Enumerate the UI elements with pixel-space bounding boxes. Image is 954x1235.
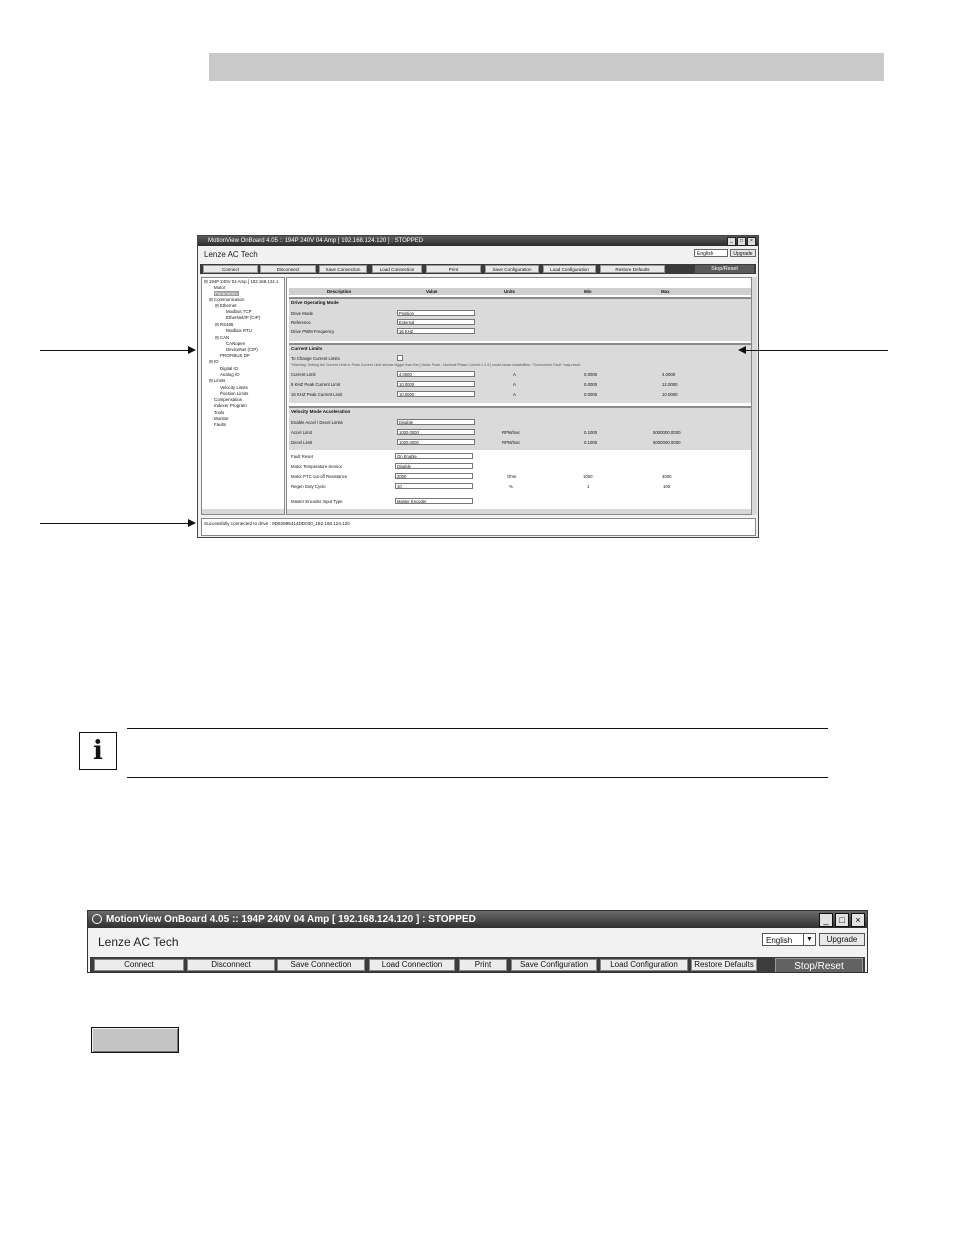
col-description: Description [327, 289, 352, 294]
status-log: Successfully connected to drive : 9D82995414DD030_192.168.124.120 [201, 518, 756, 536]
minimize-icon[interactable]: _ [727, 237, 736, 246]
row-label: Motor PTC cut-off Resistance [291, 474, 348, 479]
tree-node-can[interactable]: ⊟ CAN [215, 335, 230, 340]
col-value: Value [426, 289, 438, 294]
arrowhead-icon [188, 346, 196, 354]
parameter-grid [286, 277, 752, 515]
regen-duty-input[interactable]: 10 [395, 483, 473, 489]
row-min: 0.1000 [584, 430, 598, 435]
tree-node-tools[interactable]: Tools [214, 410, 225, 415]
connect-button[interactable]: Connect [203, 265, 258, 273]
current-limit-input[interactable]: 4.0000 [397, 371, 475, 377]
row-label: To Change Current Limits [291, 356, 340, 361]
tree-hscrollbar[interactable] [202, 509, 284, 514]
accel-limit-input[interactable]: 1000.0000 [397, 429, 475, 435]
tree-node-motor[interactable]: Motor [214, 285, 226, 290]
tree-node-analog-io[interactable]: Analog IO [220, 372, 240, 377]
tree-node-parameters[interactable]: Parameters [215, 291, 238, 296]
row-min: 1000 [583, 474, 593, 479]
parameter-tree [201, 277, 285, 515]
peak-8khz-input[interactable]: 10.0000 [397, 381, 475, 387]
change-current-limits-checkbox[interactable] [397, 355, 403, 361]
language-select[interactable]: English [694, 249, 728, 257]
callout-arrow-left-top [40, 350, 188, 351]
col-units: Units [504, 289, 515, 294]
connect-button[interactable]: Connect [94, 959, 184, 971]
sample-gray-button[interactable] [91, 1027, 179, 1053]
tree-node-communication[interactable]: ⊟ Communication [209, 297, 245, 302]
callout-arrow-right [746, 350, 888, 351]
row-label: Accel Limit [291, 430, 312, 435]
note-box [79, 732, 117, 770]
arrowhead-icon [188, 519, 196, 527]
grid-hscrollbar[interactable] [287, 509, 751, 514]
load-configuration-button[interactable]: Load Configuration [600, 959, 688, 971]
main-toolbar [90, 957, 865, 973]
tree-node-faults[interactable]: Faults [214, 422, 226, 427]
main-toolbar [200, 264, 756, 274]
brand-label: Lenze AC Tech [204, 250, 258, 259]
row-max: 5000000.0000 [653, 440, 681, 445]
tree-node-devicenet[interactable]: DeviceNet (CIP) [226, 347, 258, 352]
decel-limit-input[interactable]: 1000.0000 [397, 439, 475, 445]
row-units: A [513, 392, 516, 397]
info-icon: i [93, 736, 103, 766]
row-min: 0.0000 [584, 392, 598, 397]
note-rule-top [127, 728, 828, 729]
row-units: Ohm [507, 474, 517, 479]
window-titlebar [88, 911, 867, 928]
tree-node-indexer[interactable]: Indexer Program [214, 403, 247, 408]
tree-node-velocity-limits[interactable]: Velocity Limits [220, 385, 248, 390]
tree-node-ethernet-ip[interactable]: EtherNet/IP (CIP) [226, 315, 261, 320]
row-min: 0.1000 [584, 440, 598, 445]
language-select[interactable] [762, 933, 816, 946]
row-label: Regen Duty Cycle [291, 484, 326, 489]
window-title: MotionView OnBoard 4.05 :: 194P 240V 04 Amp [ 192.168.124.120 ] : STOPPED [106, 914, 476, 925]
print-button[interactable]: Print [426, 265, 481, 273]
tree-node-monitor[interactable]: Monitor [214, 416, 229, 421]
grid-vscrollbar[interactable] [752, 277, 757, 515]
warning-text: *Warning: Setting the Current Limit or Peak Current Limit at/near bigger than the [ Motor Peak - Nominal Phase Current x 2.5 ] could cause instabilities. "Overcurrent Fault" may result. [291, 363, 582, 367]
disconnect-button[interactable]: Disconnect [187, 959, 275, 971]
window-title: MotionView OnBoard 4.05 :: 194P 240V 04 Amp [ 192.168.124.120 ] : STOPPED [208, 238, 424, 244]
upgrade-button[interactable]: Upgrade [819, 933, 865, 946]
tree-node-digital-io[interactable]: Digital IO [220, 366, 239, 371]
row-label: Master Encoder Input Type [291, 499, 343, 504]
language-value: English [766, 936, 793, 945]
row-label: Drive Mode [291, 311, 313, 316]
tree-node-rs485[interactable]: ⊟ RS485 [215, 322, 234, 327]
section-header-bar [209, 53, 884, 81]
section-title: Current Limits [291, 346, 323, 351]
master-encoder-select[interactable]: Master Encoder [395, 498, 473, 504]
screenshot-motionview-main [197, 235, 759, 538]
callout-arrow-left-bottom [40, 523, 188, 524]
tree-node-modbus-tcp[interactable]: Modbus TCP [226, 309, 252, 314]
tree-node-io[interactable]: ⊟ IO [209, 359, 219, 364]
window-controls [727, 237, 756, 246]
maximize-icon[interactable]: □ [835, 913, 849, 927]
row-max: 100 [663, 484, 671, 489]
tree-node-canopen[interactable]: CANopen [226, 341, 246, 346]
row-units: A [513, 372, 516, 377]
upgrade-button[interactable]: Upgrade [730, 249, 756, 257]
disconnect-button[interactable]: Disconnect [260, 265, 316, 273]
pwm-frequency-select[interactable]: 16 KHZ [397, 328, 475, 334]
row-units: A [513, 382, 516, 387]
row-max: 5000000.0000 [653, 430, 681, 435]
grid-column-header [289, 288, 751, 295]
motor-temp-select[interactable]: Disable [395, 463, 473, 469]
row-label: 16 KHZ Peak Current Limit [291, 392, 343, 397]
dropdown-arrow-icon[interactable]: ▼ [803, 934, 815, 945]
row-label: Motor Temperature Sensor [291, 464, 343, 469]
row-label: Drive PWM Frequency [291, 329, 335, 334]
stop-reset-button[interactable]: Stop/Reset [775, 958, 863, 973]
app-icon [92, 914, 102, 924]
load-configuration-button[interactable]: Load Configuration [543, 265, 596, 273]
row-max: 4000 [662, 474, 672, 479]
row-label: Fault Reset [291, 454, 313, 459]
section-current-limits [289, 343, 751, 403]
note-rule-bottom [127, 777, 828, 778]
row-max: 12.0000 [662, 382, 678, 387]
restore-defaults-button[interactable]: Restore Defaults [600, 265, 665, 273]
screenshot-toolbar-detail [87, 910, 868, 973]
row-max: 10.0000 [662, 392, 678, 397]
save-configuration-button[interactable]: Save Configuration [485, 265, 539, 273]
tree-node-drive[interactable]: ⊟ 194P 240V 04 Amp [ 192.168.124.1 [204, 279, 279, 284]
brand-label: Lenze AC Tech [98, 935, 179, 949]
tree-node-position-limits[interactable]: Position Limits [220, 391, 249, 396]
save-connection-button[interactable]: Save Connection [319, 265, 367, 273]
stop-reset-button[interactable]: Stop/Reset [695, 265, 754, 273]
row-units: RPM/Sec [502, 440, 521, 445]
tree-node-ethernet[interactable]: ⊟ Ethernet [215, 303, 237, 308]
window-controls [819, 913, 865, 927]
row-label: Decel Limit [291, 440, 313, 445]
fault-reset-select[interactable]: On Enable [395, 453, 473, 459]
load-connection-button[interactable]: Load Connection [372, 265, 422, 273]
close-icon[interactable]: × [747, 237, 756, 246]
tree-node-profibus[interactable]: PROFIBUS DP [220, 353, 250, 358]
arrowhead-icon [738, 346, 746, 354]
window-titlebar [198, 236, 758, 246]
row-label: Enable Accel / Decel Limits [291, 420, 343, 425]
col-max: Max [661, 289, 670, 294]
load-connection-button[interactable]: Load Connection [369, 959, 455, 971]
tree-node-compensation[interactable]: Compensation [214, 397, 243, 402]
drive-mode-select[interactable]: Position [397, 310, 475, 316]
enable-accel-select[interactable]: Disable [397, 419, 475, 425]
print-button[interactable]: Print [459, 959, 507, 971]
close-icon[interactable]: × [851, 913, 865, 927]
row-min: 0.0000 [584, 372, 598, 377]
peak-16khz-input[interactable]: 10.0000 [397, 391, 475, 397]
row-min: 1 [587, 484, 590, 489]
section-title: Velocity Mode Acceleration [291, 409, 351, 414]
row-units: % [509, 484, 513, 489]
row-max: 4.0000 [662, 372, 676, 377]
row-label: 8 KHZ Peak Current Limit [291, 382, 340, 387]
section-title: Drive Operating Mode [291, 300, 339, 305]
restore-defaults-button[interactable]: Restore Defaults [691, 959, 757, 971]
minimize-icon[interactable]: _ [819, 913, 833, 927]
section-drive-mode [289, 297, 751, 341]
save-configuration-button[interactable]: Save Configuration [511, 959, 597, 971]
row-label: Current Limit [291, 372, 316, 377]
ptc-resistance-input[interactable]: 2000 [395, 473, 473, 479]
section-velocity-accel [289, 406, 751, 450]
row-min: 0.0000 [584, 382, 598, 387]
save-connection-button[interactable]: Save Connection [277, 959, 365, 971]
reference-select[interactable]: External [397, 319, 475, 325]
tree-node-limits[interactable]: ⊟ Limits [209, 378, 226, 383]
maximize-icon[interactable]: □ [737, 237, 746, 246]
col-min: Min [584, 289, 592, 294]
row-units: RPM/Sec [502, 430, 521, 435]
row-label: Reference [291, 320, 311, 325]
tree-node-modbus-rtu[interactable]: Modbus RTU [226, 328, 252, 333]
